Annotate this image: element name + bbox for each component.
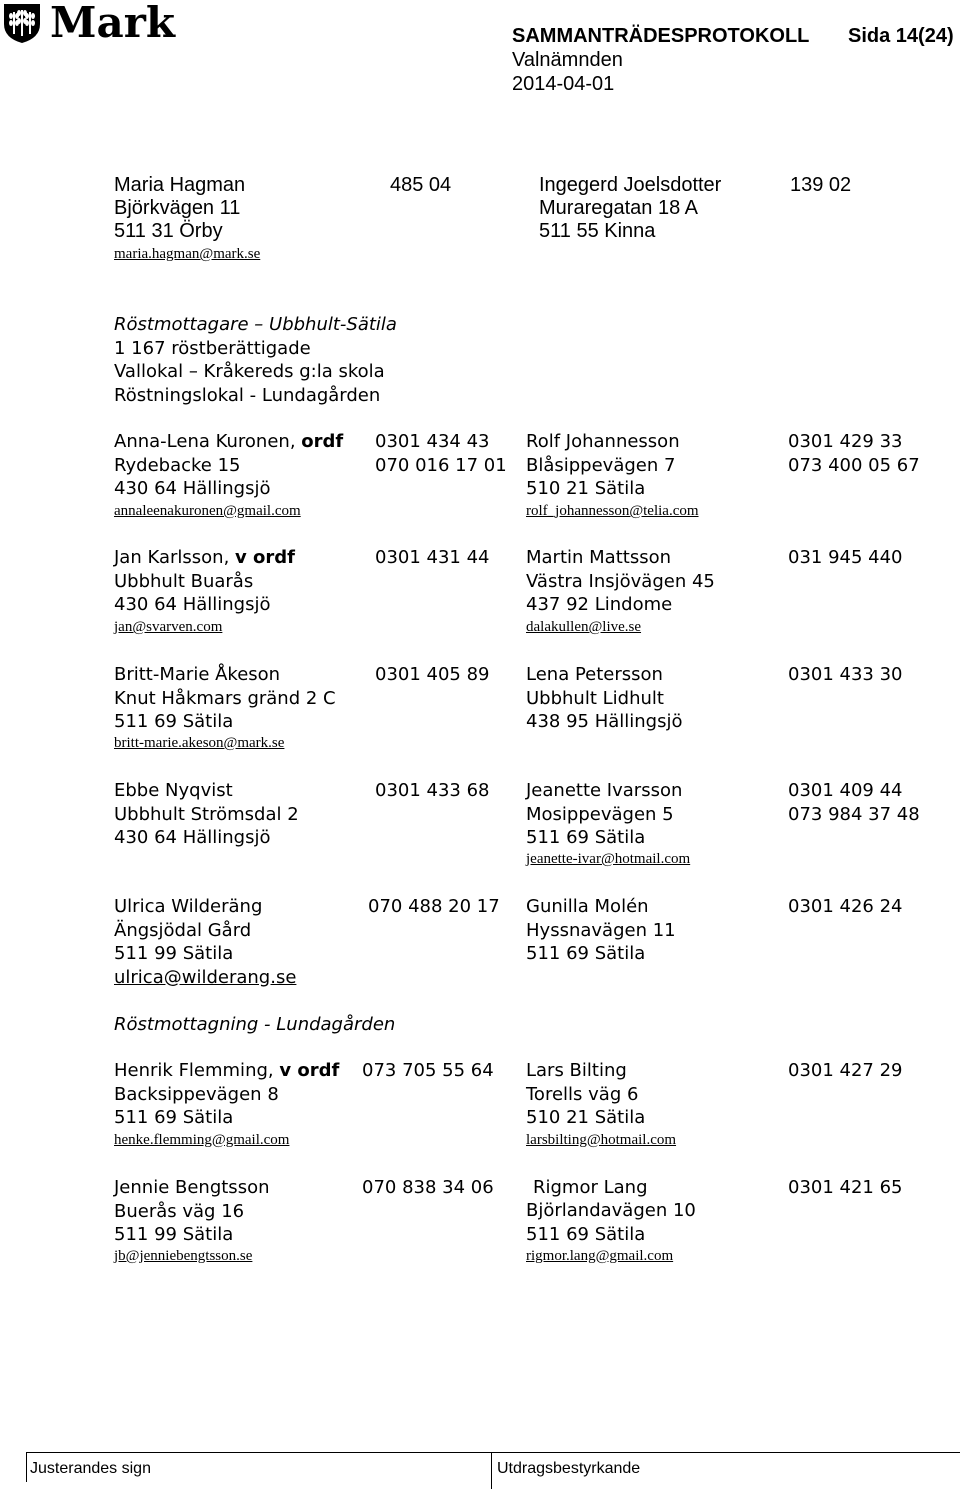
contact-city: 430 64 Hällingsjö [114, 827, 271, 848]
footer-top-line [26, 1452, 491, 1453]
contact-city: 430 64 Hällingsjö [114, 594, 271, 615]
contact-street: Torells väg 6 [526, 1083, 639, 1105]
contact-phone: 031 945 440 [788, 547, 903, 568]
contact-phone: 0301 431 44 [375, 547, 490, 568]
footer-justerandes-sign: Justerandes sign [30, 1460, 151, 1477]
contact-block [526, 779, 682, 850]
contact-block [114, 546, 295, 617]
contact-phone: 139 02 [790, 174, 852, 196]
contact-city: 511 69 Sätila [526, 827, 646, 848]
contact-name: Lars Bilting [526, 1060, 627, 1081]
contact-role: v ordf [279, 1060, 340, 1081]
contact-block [526, 430, 680, 501]
contact-street: Ubbhult Buarås [114, 570, 254, 592]
page-number [848, 25, 954, 48]
contact-name: Jeanette Ivarsson [526, 780, 683, 801]
section-title: Röstmottagare – Ubbhult-Sätila [114, 314, 397, 335]
contact-block [539, 174, 721, 243]
contact-email-link[interactable]: annaleenakuronen@gmail.com [114, 503, 301, 519]
contact-phone: 0301 409 44 [788, 780, 903, 801]
contact-phone: 073 705 55 64 [362, 1060, 494, 1081]
contact-block [114, 1176, 270, 1247]
contact-name: Ulrica Wilderäng [114, 896, 263, 917]
contact-phone: 485 04 [390, 174, 452, 196]
section-title: Röstmottagning - Lundagården [114, 1014, 396, 1035]
contact-phone: 070 016 17 01 [375, 454, 507, 476]
contact-email-link[interactable]: jeanette-ivar@hotmail.com [526, 851, 691, 867]
contact-street: Ängsjödal Gård [114, 919, 252, 941]
section-info [114, 313, 397, 407]
contact-email-link[interactable]: ulrica@wilderang.se [114, 966, 297, 988]
municipality-logo-icon [2, 2, 42, 49]
contact-street: Ubbhult Strömsdal 2 [114, 803, 299, 825]
early-voting-station: Röstningslokal - Lundagården [114, 384, 381, 406]
contact-block [526, 1199, 696, 1246]
contact-block [114, 174, 245, 243]
contact-phone: 073 984 37 48 [788, 803, 920, 825]
contact-phone: 0301 426 24 [788, 896, 903, 917]
contact-email-link[interactable]: dalakullen@live.se [526, 619, 642, 635]
committee-name: Valnämnden [512, 49, 623, 71]
footer-divider [26, 1452, 27, 1482]
contact-role: ordf [301, 431, 344, 452]
contact-street: Muraregatan 18 A [539, 197, 698, 219]
contact-name: Henrik Flemming, [114, 1060, 280, 1081]
contact-block [526, 546, 715, 617]
contact-city: 510 21 Sätila [526, 478, 646, 499]
contact-name: Rolf Johannesson [526, 431, 680, 452]
contact-name: Rigmor Lang [533, 1177, 648, 1198]
contact-street: Hyssnavägen 11 [526, 919, 676, 941]
contact-block [533, 1176, 648, 1200]
contact-street: Björkvägen 11 [114, 197, 241, 219]
contact-email-link[interactable]: henke.flemming@gmail.com [114, 1132, 290, 1148]
contact-email-link[interactable]: larsbilting@hotmail.com [526, 1132, 677, 1148]
contact-name: Britt-Marie Åkeson [114, 664, 281, 685]
contact-name: Martin Mattsson [526, 547, 672, 568]
contact-name: Lena Petersson [526, 664, 663, 685]
contact-phones [375, 430, 507, 477]
contact-city: 511 69 Sätila [114, 1107, 234, 1128]
contact-name: Ebbe Nyqvist [114, 780, 233, 801]
contact-block [526, 895, 676, 966]
contact-name: Ingegerd Joelsdotter [539, 174, 722, 196]
contact-phone: 0301 421 65 [788, 1177, 903, 1198]
contact-street: Västra Insjövägen 45 [526, 570, 715, 592]
contact-block [114, 779, 299, 850]
contact-street: Rydebacke 15 [114, 454, 241, 476]
contact-city: 511 55 Kinna [539, 220, 656, 242]
contact-name: Jan Karlsson, [114, 547, 236, 568]
page-label: Sida 14(24) [848, 25, 954, 47]
contact-city: 511 99 Sätila [114, 943, 234, 964]
contact-city: 511 31 Örby [114, 220, 223, 242]
contact-name: Maria Hagman [114, 174, 246, 196]
contact-street: Backsippevägen 8 [114, 1083, 279, 1105]
contact-email-link[interactable]: jb@jenniebengtsson.se [114, 1248, 253, 1264]
contact-city: 430 64 Hällingsjö [114, 478, 271, 499]
contact-phone: 0301 429 33 [788, 431, 903, 452]
contact-block [114, 663, 336, 734]
contact-name: Anna-Lena Kuronen, [114, 431, 302, 452]
contact-street: Mosippevägen 5 [526, 803, 674, 825]
contact-email-link[interactable]: britt-marie.akeson@mark.se [114, 735, 285, 751]
contact-city: 438 95 Hällingsjö [526, 711, 683, 732]
contact-block [114, 1059, 339, 1130]
contact-phone: 073 400 05 67 [788, 454, 920, 476]
contact-block [114, 895, 296, 989]
contact-role: v ordf [235, 547, 295, 568]
voter-count: 1 167 röstberättigade [114, 337, 311, 359]
meeting-date: 2014-04-01 [512, 73, 615, 95]
logo-text: Mark [50, 0, 175, 47]
contact-email-link[interactable]: maria.hagman@mark.se [114, 246, 261, 262]
contact-city: 511 69 Sätila [526, 943, 646, 964]
contact-phone: 070 838 34 06 [362, 1177, 494, 1198]
footer-top-line [491, 1452, 960, 1453]
contact-phone: 070 488 20 17 [368, 896, 500, 917]
contact-phone: 0301 405 89 [375, 664, 490, 685]
contact-city: 511 69 Sätila [526, 1223, 646, 1245]
contact-name: Gunilla Molén [526, 896, 649, 917]
contact-block [526, 1059, 645, 1130]
contact-email-link[interactable]: rigmor.lang@gmail.com [526, 1248, 674, 1264]
contact-street: Knut Håkmars gränd 2 C [114, 687, 336, 709]
contact-phone: 0301 433 30 [788, 664, 903, 685]
contact-block [526, 663, 683, 734]
contact-street: Björlandavägen 10 [526, 1200, 696, 1221]
footer-utdragsbestyrkande: Utdragsbestyrkande [497, 1460, 641, 1477]
protocol-title: SAMMANTRÄDESPROTOKOLL [512, 25, 810, 47]
contact-phones [788, 430, 920, 477]
contact-city: 511 99 Sätila [114, 1224, 234, 1245]
contact-city: 510 21 Sätila [526, 1107, 646, 1128]
footer-divider [491, 1452, 492, 1489]
contact-street: Buerås väg 16 [114, 1200, 245, 1222]
contact-name: Jennie Bengtsson [114, 1177, 270, 1198]
contact-block [114, 430, 343, 501]
contact-city: 437 92 Lindome [526, 594, 673, 615]
contact-phone: 0301 427 29 [788, 1060, 903, 1081]
contact-street: Blåsippevägen 7 [526, 454, 676, 476]
contact-phones [788, 779, 920, 826]
contact-phone: 0301 434 43 [375, 431, 490, 452]
contact-phone: 0301 433 68 [375, 780, 490, 801]
contact-street: Ubbhult Lidhult [526, 687, 664, 709]
contact-city: 511 69 Sätila [114, 711, 234, 732]
contact-email-link[interactable]: rolf_johannesson@telia.com [526, 503, 699, 519]
contact-email-link[interactable]: jan@svarven.com [114, 619, 223, 635]
polling-station: Vallokal – Kråkereds g:la skola [114, 361, 385, 382]
